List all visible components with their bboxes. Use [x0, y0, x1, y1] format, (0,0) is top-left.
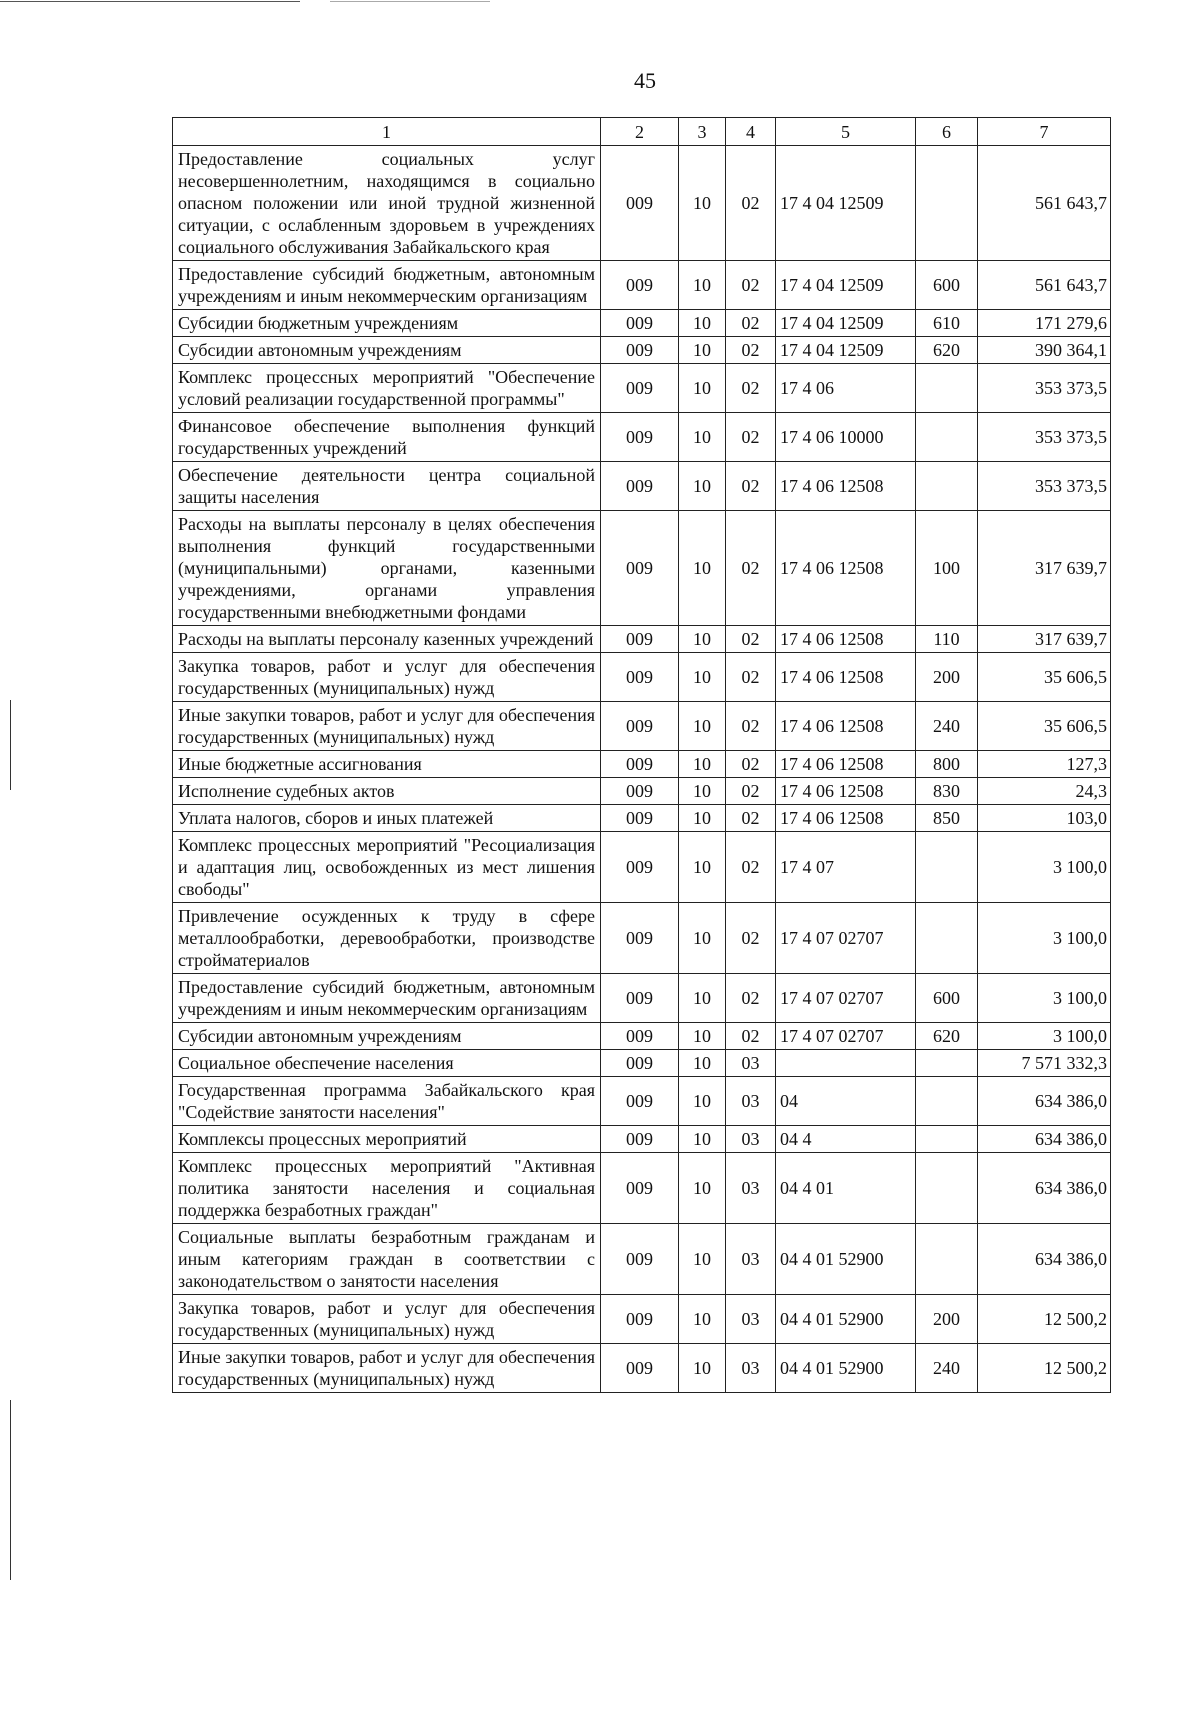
row-section: 10: [679, 1344, 726, 1393]
row-name: Комплекс процессных мероприятий "Обеспечение условий реализации государственной программы": [173, 364, 601, 413]
table-row: [173, 462, 1111, 511]
row-amount: 353 373,5: [978, 462, 1111, 511]
row-admin-code: 009: [601, 974, 679, 1023]
row-subsection: 02: [726, 903, 776, 974]
row-target-article: 17 4 07: [776, 832, 916, 903]
row-section: 10: [679, 778, 726, 805]
table-row: [173, 1344, 1111, 1393]
row-target-article: 17 4 06: [776, 364, 916, 413]
row-target-article: 17 4 06 12508: [776, 751, 916, 778]
row-subsection: 02: [726, 1023, 776, 1050]
budget-table: [172, 117, 1111, 1393]
row-admin-code: 009: [601, 364, 679, 413]
row-target-article: 17 4 07 02707: [776, 903, 916, 974]
margin-mark: [10, 700, 11, 790]
row-subsection: 02: [726, 653, 776, 702]
row-subsection: 03: [726, 1126, 776, 1153]
row-name: Иные бюджетные ассигнования: [173, 751, 601, 778]
row-name: Иные закупки товаров, работ и услуг для обеспечения государственных (муниципальных) нужд: [173, 702, 601, 751]
table-row: [173, 832, 1111, 903]
row-subsection: 03: [726, 1295, 776, 1344]
column-header: 2: [601, 118, 679, 146]
row-section: 10: [679, 1023, 726, 1050]
row-section: 10: [679, 511, 726, 626]
row-expense-type: 830: [916, 778, 978, 805]
row-amount: 3 100,0: [978, 1023, 1111, 1050]
row-name: Закупка товаров, работ и услуг для обеспечения государственных (муниципальных) нужд: [173, 653, 601, 702]
row-name: Социальное обеспечение населения: [173, 1050, 601, 1077]
row-section: 10: [679, 751, 726, 778]
row-admin-code: 009: [601, 626, 679, 653]
row-subsection: 02: [726, 337, 776, 364]
row-amount: 317 639,7: [978, 626, 1111, 653]
row-expense-type: 240: [916, 702, 978, 751]
row-section: 10: [679, 146, 726, 261]
column-header: 1: [173, 118, 601, 146]
row-target-article: 04 4: [776, 1126, 916, 1153]
column-header: 4: [726, 118, 776, 146]
row-name: Комплекс процессных мероприятий "Ресоциализация и адаптация лиц, освобожденных из мест лишения свободы": [173, 832, 601, 903]
row-expense-type: [916, 832, 978, 903]
row-expense-type: [916, 146, 978, 261]
row-section: 10: [679, 832, 726, 903]
row-amount: 634 386,0: [978, 1126, 1111, 1153]
table-row: [173, 903, 1111, 974]
table-row: [173, 974, 1111, 1023]
row-section: 10: [679, 261, 726, 310]
row-section: 10: [679, 310, 726, 337]
row-name: Государственная программа Забайкальского края "Содействие занятости населения": [173, 1077, 601, 1126]
row-expense-type: 110: [916, 626, 978, 653]
row-subsection: 03: [726, 1224, 776, 1295]
row-section: 10: [679, 805, 726, 832]
row-section: 10: [679, 1295, 726, 1344]
row-name: Предоставление субсидий бюджетным, автономным учреждениям и иным некоммерческим организациям: [173, 974, 601, 1023]
row-section: 10: [679, 1050, 726, 1077]
row-target-article: 17 4 04 12509: [776, 146, 916, 261]
table-row: [173, 261, 1111, 310]
row-admin-code: 009: [601, 653, 679, 702]
page-number: 45: [634, 68, 656, 93]
row-expense-type: 200: [916, 1295, 978, 1344]
row-expense-type: 620: [916, 337, 978, 364]
row-admin-code: 009: [601, 1224, 679, 1295]
row-target-article: 17 4 07 02707: [776, 1023, 916, 1050]
row-subsection: 02: [726, 310, 776, 337]
row-name: Обеспечение деятельности центра социальной защиты населения: [173, 462, 601, 511]
table-row: [173, 511, 1111, 626]
table-row: [173, 805, 1111, 832]
row-expense-type: [916, 903, 978, 974]
table-row: [173, 751, 1111, 778]
table-row: [173, 1153, 1111, 1224]
row-target-article: 04 4 01: [776, 1153, 916, 1224]
row-subsection: 02: [726, 626, 776, 653]
row-expense-type: [916, 1224, 978, 1295]
row-admin-code: 009: [601, 751, 679, 778]
row-subsection: 02: [726, 261, 776, 310]
row-subsection: 02: [726, 751, 776, 778]
row-section: 10: [679, 462, 726, 511]
row-target-article: 17 4 04 12509: [776, 261, 916, 310]
row-target-article: 17 4 06 12508: [776, 626, 916, 653]
row-admin-code: 009: [601, 462, 679, 511]
row-admin-code: 009: [601, 337, 679, 364]
table-row: [173, 337, 1111, 364]
row-subsection: 03: [726, 1153, 776, 1224]
row-admin-code: 009: [601, 310, 679, 337]
row-target-article: 04 4 01 52900: [776, 1224, 916, 1295]
row-amount: 3 100,0: [978, 903, 1111, 974]
table-header-row: [173, 118, 1111, 146]
row-subsection: 02: [726, 511, 776, 626]
row-admin-code: 009: [601, 832, 679, 903]
row-expense-type: 610: [916, 310, 978, 337]
row-amount: 353 373,5: [978, 413, 1111, 462]
row-expense-type: 200: [916, 653, 978, 702]
row-admin-code: 009: [601, 1126, 679, 1153]
row-admin-code: 009: [601, 146, 679, 261]
row-target-article: 17 4 04 12509: [776, 337, 916, 364]
row-amount: 353 373,5: [978, 364, 1111, 413]
column-header: 6: [916, 118, 978, 146]
table-row: [173, 702, 1111, 751]
row-amount: 35 606,5: [978, 653, 1111, 702]
table-row: [173, 1050, 1111, 1077]
row-amount: 561 643,7: [978, 261, 1111, 310]
row-target-article: 17 4 06 12508: [776, 702, 916, 751]
row-name: Субсидии автономным учреждениям: [173, 337, 601, 364]
row-target-article: 17 4 06 12508: [776, 778, 916, 805]
row-expense-type: [916, 1126, 978, 1153]
row-section: 10: [679, 337, 726, 364]
row-target-article: 17 4 06 12508: [776, 653, 916, 702]
row-target-article: 04 4 01 52900: [776, 1344, 916, 1393]
row-target-article: [776, 1050, 916, 1077]
row-section: 10: [679, 1126, 726, 1153]
row-expense-type: [916, 413, 978, 462]
row-target-article: 17 4 04 12509: [776, 310, 916, 337]
table-row: [173, 778, 1111, 805]
row-section: 10: [679, 1077, 726, 1126]
row-subsection: 02: [726, 778, 776, 805]
row-amount: 103,0: [978, 805, 1111, 832]
row-subsection: 03: [726, 1077, 776, 1126]
row-amount: 171 279,6: [978, 310, 1111, 337]
row-subsection: 02: [726, 462, 776, 511]
row-amount: 12 500,2: [978, 1344, 1111, 1393]
table-row: [173, 146, 1111, 261]
row-admin-code: 009: [601, 1295, 679, 1344]
row-amount: 634 386,0: [978, 1153, 1111, 1224]
table-row: [173, 1126, 1111, 1153]
row-amount: 127,3: [978, 751, 1111, 778]
row-target-article: 17 4 06 12508: [776, 511, 916, 626]
column-header: 3: [679, 118, 726, 146]
row-subsection: 02: [726, 413, 776, 462]
row-admin-code: 009: [601, 1077, 679, 1126]
row-name: Субсидии бюджетным учреждениям: [173, 310, 601, 337]
row-target-article: 04: [776, 1077, 916, 1126]
row-subsection: 02: [726, 364, 776, 413]
row-admin-code: 009: [601, 903, 679, 974]
column-header: 7: [978, 118, 1111, 146]
column-header: 5: [776, 118, 916, 146]
row-name: Социальные выплаты безработным гражданам и иным категориям граждан в соответствии с законодательством о занятости населения: [173, 1224, 601, 1295]
row-expense-type: 100: [916, 511, 978, 626]
table-row: [173, 364, 1111, 413]
row-section: 10: [679, 702, 726, 751]
row-name: Привлечение осужденных к труду в сфере металлообработки, деревообработки, производстве стройматериалов: [173, 903, 601, 974]
row-expense-type: [916, 1077, 978, 1126]
row-expense-type: 620: [916, 1023, 978, 1050]
row-name: Комплексы процессных мероприятий: [173, 1126, 601, 1153]
row-amount: 3 100,0: [978, 832, 1111, 903]
table-row: [173, 1077, 1111, 1126]
row-target-article: 17 4 07 02707: [776, 974, 916, 1023]
row-amount: 634 386,0: [978, 1224, 1111, 1295]
row-expense-type: 800: [916, 751, 978, 778]
table-row: [173, 626, 1111, 653]
row-admin-code: 009: [601, 1023, 679, 1050]
table-row: [173, 310, 1111, 337]
row-section: 10: [679, 653, 726, 702]
row-amount: 390 364,1: [978, 337, 1111, 364]
row-name: Предоставление социальных услуг несовершеннолетним, находящимся в социально опасном положении или иной трудной жизненной ситуации, с ослабленным здоровьем в учреждениях социального обслуживания Забайкальского края: [173, 146, 601, 261]
row-target-article: 17 4 06 10000: [776, 413, 916, 462]
row-expense-type: [916, 462, 978, 511]
row-section: 10: [679, 1224, 726, 1295]
row-admin-code: 009: [601, 1050, 679, 1077]
row-target-article: 04 4 01 52900: [776, 1295, 916, 1344]
margin-mark: [10, 1400, 11, 1580]
row-expense-type: 240: [916, 1344, 978, 1393]
row-name: Расходы на выплаты персоналу в целях обеспечения выполнения функций государственными (муниципальными) органами, казенными учреждениями, органами управления государственными внебюджетными фондами: [173, 511, 601, 626]
table-body: [173, 146, 1111, 1393]
row-section: 10: [679, 903, 726, 974]
table-row: [173, 1224, 1111, 1295]
row-target-article: 17 4 06 12508: [776, 805, 916, 832]
row-target-article: 17 4 06 12508: [776, 462, 916, 511]
row-name: Уплата налогов, сборов и иных платежей: [173, 805, 601, 832]
row-admin-code: 009: [601, 805, 679, 832]
table-row: [173, 653, 1111, 702]
row-subsection: 03: [726, 1344, 776, 1393]
row-name: Закупка товаров, работ и услуг для обеспечения государственных (муниципальных) нужд: [173, 1295, 601, 1344]
row-amount: 35 606,5: [978, 702, 1111, 751]
table-row: [173, 1023, 1111, 1050]
row-subsection: 02: [726, 146, 776, 261]
row-expense-type: [916, 364, 978, 413]
table-row: [173, 413, 1111, 462]
row-admin-code: 009: [601, 261, 679, 310]
row-admin-code: 009: [601, 413, 679, 462]
row-name: Иные закупки товаров, работ и услуг для обеспечения государственных (муниципальных) нужд: [173, 1344, 601, 1393]
row-amount: 3 100,0: [978, 974, 1111, 1023]
row-admin-code: 009: [601, 1153, 679, 1224]
row-section: 10: [679, 364, 726, 413]
table-row: [173, 1295, 1111, 1344]
row-amount: 12 500,2: [978, 1295, 1111, 1344]
row-admin-code: 009: [601, 511, 679, 626]
row-admin-code: 009: [601, 778, 679, 805]
row-name: Расходы на выплаты персоналу казенных учреждений: [173, 626, 601, 653]
row-expense-type: 850: [916, 805, 978, 832]
row-name: Финансовое обеспечение выполнения функций государственных учреждений: [173, 413, 601, 462]
row-admin-code: 009: [601, 702, 679, 751]
row-expense-type: [916, 1153, 978, 1224]
row-name: Комплекс процессных мероприятий "Активная политика занятости населения и социальная поддержка безработных граждан": [173, 1153, 601, 1224]
row-section: 10: [679, 626, 726, 653]
row-amount: 24,3: [978, 778, 1111, 805]
row-subsection: 02: [726, 832, 776, 903]
row-subsection: 02: [726, 805, 776, 832]
row-name: Субсидии автономным учреждениям: [173, 1023, 601, 1050]
row-amount: 7 571 332,3: [978, 1050, 1111, 1077]
scan-edge-lines: [0, 0, 1200, 4]
row-subsection: 02: [726, 702, 776, 751]
row-subsection: 02: [726, 974, 776, 1023]
row-subsection: 03: [726, 1050, 776, 1077]
row-name: Исполнение судебных актов: [173, 778, 601, 805]
row-section: 10: [679, 974, 726, 1023]
row-name: Предоставление субсидий бюджетным, автономным учреждениям и иным некоммерческим организациям: [173, 261, 601, 310]
row-amount: 561 643,7: [978, 146, 1111, 261]
row-amount: 317 639,7: [978, 511, 1111, 626]
row-amount: 634 386,0: [978, 1077, 1111, 1126]
row-expense-type: [916, 1050, 978, 1077]
row-expense-type: 600: [916, 974, 978, 1023]
row-expense-type: 600: [916, 261, 978, 310]
row-admin-code: 009: [601, 1344, 679, 1393]
row-section: 10: [679, 413, 726, 462]
row-section: 10: [679, 1153, 726, 1224]
